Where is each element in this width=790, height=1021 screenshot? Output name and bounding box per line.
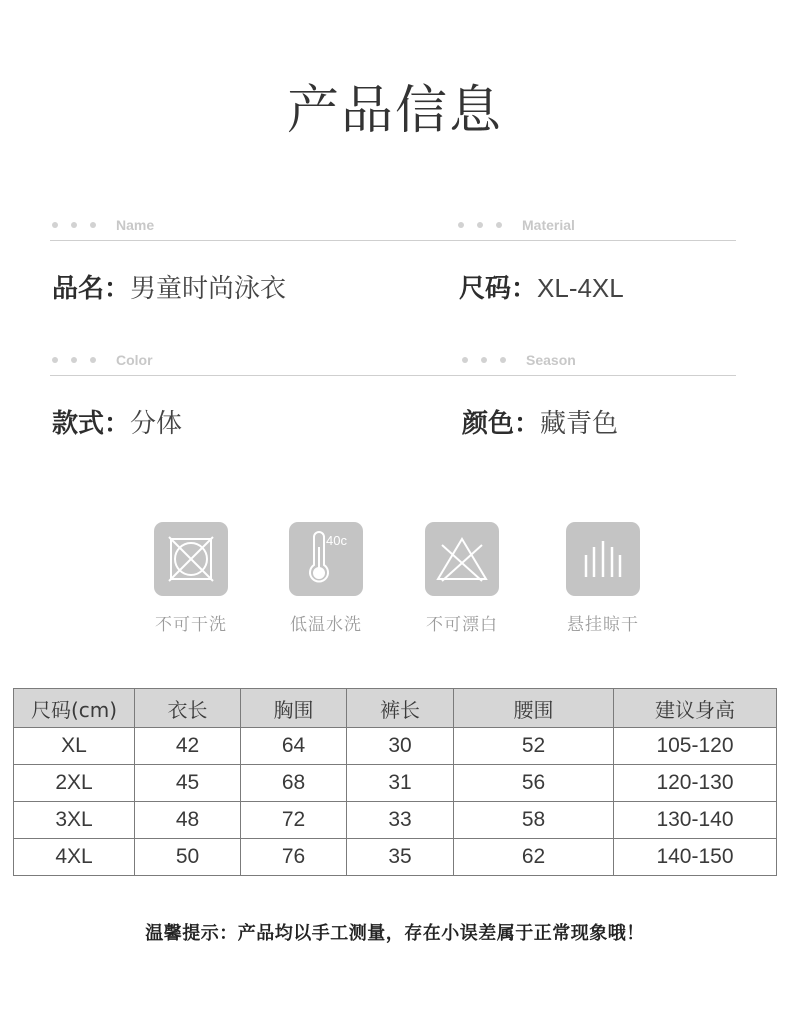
care-item-no-dry-clean (136, 522, 246, 635)
tip-text: 温馨提示：产品均以手工测量，存在小误差属于正常现象哦！ (145, 923, 645, 944)
table-cell: 62 (454, 839, 614, 876)
info-value: 分体 (130, 409, 183, 439)
info-label-en: Season (526, 352, 576, 368)
thermometer-40c-icon (289, 522, 363, 596)
size-table (13, 688, 777, 876)
info-value: 男童时尚泳衣 (130, 274, 287, 304)
table-cell: 52 (454, 728, 614, 765)
table-row (14, 728, 777, 765)
info-key: 颜色： (462, 409, 541, 439)
info-label-en: Name (116, 217, 155, 233)
care-item-no-bleach (407, 522, 517, 635)
info-label-en: Material (522, 217, 575, 233)
divider (450, 375, 736, 376)
table-row (14, 802, 777, 839)
divider (450, 240, 736, 241)
table-cell: 4XL (14, 839, 135, 876)
table-cell: 3XL (14, 802, 135, 839)
info-value: XL-4XL (537, 273, 624, 303)
table-header-cell: 衣长 (135, 689, 241, 728)
table-cell: 58 (454, 802, 614, 839)
no-bleach-icon (425, 522, 499, 596)
info-header-name (50, 216, 154, 234)
info-row-color (462, 403, 618, 440)
svg-text:40c: 40c (326, 533, 347, 548)
care-label: 低温水洗 (290, 615, 362, 635)
table-row (14, 839, 777, 876)
table-cell: 35 (347, 839, 454, 876)
table-cell: 130-140 (614, 802, 777, 839)
table-header-cell: 裤长 (347, 689, 454, 728)
table-cell: 30 (347, 728, 454, 765)
table-cell: 31 (347, 765, 454, 802)
table-cell: 72 (241, 802, 347, 839)
divider (50, 375, 450, 376)
bullet-dots (462, 357, 506, 363)
table-cell: 76 (241, 839, 347, 876)
table-cell: 48 (135, 802, 241, 839)
page-title: 产品信息 (286, 81, 503, 141)
info-header-season (460, 351, 576, 369)
table-cell: 50 (135, 839, 241, 876)
table-cell: 64 (241, 728, 347, 765)
table-cell: 2XL (14, 765, 135, 802)
bullet-dots (52, 357, 96, 363)
care-label: 不可漂白 (426, 615, 498, 635)
info-value: 藏青色 (540, 409, 619, 439)
info-row-style (52, 403, 182, 440)
table-cell: 68 (241, 765, 347, 802)
divider (50, 240, 450, 241)
no-dry-clean-icon (154, 522, 228, 596)
table-cell: 120-130 (614, 765, 777, 802)
table-header-cell: 胸围 (241, 689, 347, 728)
info-header-color (50, 351, 153, 369)
info-key: 款式： (52, 409, 131, 439)
care-label: 悬挂晾干 (567, 615, 639, 635)
table-cell: 42 (135, 728, 241, 765)
table-header-cell: 尺码(cm) (14, 689, 135, 728)
info-header-material (456, 216, 575, 234)
table-cell: XL (14, 728, 135, 765)
info-row-name (52, 268, 286, 305)
line-dry-icon (566, 522, 640, 596)
bullet-dots (458, 222, 502, 228)
care-label: 不可干洗 (155, 615, 227, 635)
info-key: 尺码： (459, 274, 538, 304)
table-cell: 45 (135, 765, 241, 802)
info-label-en: Color (116, 352, 153, 368)
table-cell: 105-120 (614, 728, 777, 765)
table-row (14, 765, 777, 802)
table-header-cell: 腰围 (454, 689, 614, 728)
table-header-cell: 建议身高 (614, 689, 777, 728)
table-header-row (14, 689, 777, 728)
table-cell: 140-150 (614, 839, 777, 876)
info-key: 品名： (52, 274, 131, 304)
table-cell: 33 (347, 802, 454, 839)
bullet-dots (52, 222, 96, 228)
care-item-line-dry (548, 522, 658, 635)
table-cell: 56 (454, 765, 614, 802)
care-item-low-temp-wash (271, 522, 381, 635)
info-row-size (459, 268, 624, 305)
